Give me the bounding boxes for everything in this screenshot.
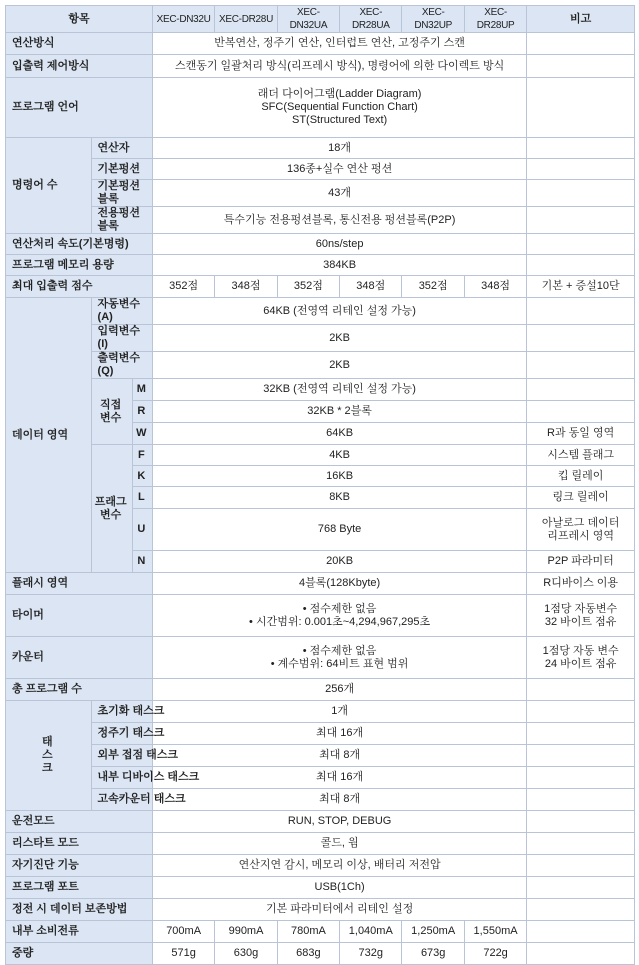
row-value: 256개 bbox=[152, 679, 526, 701]
table-row bbox=[6, 379, 635, 401]
row-value: 최대 8개 bbox=[152, 789, 526, 811]
table-row bbox=[6, 745, 635, 767]
row-value: 특수기능 전용펑션블록, 통신전용 펑션블록(P2P) bbox=[152, 207, 526, 234]
row-label: 프로그램 메모리 용량 bbox=[6, 255, 153, 276]
sub-label: 전용펑션 블록 bbox=[91, 207, 152, 234]
row-label: 플래시 영역 bbox=[6, 573, 153, 595]
model-value: 348점 bbox=[340, 276, 402, 298]
row-value: 384KB bbox=[152, 255, 526, 276]
sub-label: 내부 디바이스 태스크 bbox=[91, 767, 152, 789]
row-note: 링크 릴레이 bbox=[527, 487, 635, 509]
model-value: 352점 bbox=[152, 276, 214, 298]
sub-label: 기본펑션 블록 bbox=[91, 180, 152, 207]
header-model: XEC-DR28U bbox=[215, 6, 277, 33]
row-note bbox=[527, 325, 635, 352]
header-model: XEC-DR28UA bbox=[340, 6, 402, 33]
row-value: 768 Byte bbox=[152, 509, 526, 551]
device-label: M bbox=[132, 379, 152, 401]
row-note bbox=[527, 701, 635, 723]
sub-label: 입력변수(I) bbox=[91, 325, 152, 352]
model-value: 630g bbox=[215, 943, 277, 965]
row-value: 4블록(128Kbyte) bbox=[152, 573, 526, 595]
row-value: 64KB bbox=[152, 423, 526, 445]
row-note bbox=[527, 352, 635, 379]
sub-label: 프래그 변수 bbox=[91, 445, 132, 573]
row-note: 1점당 자동 변수 24 바이트 점유 bbox=[527, 637, 635, 679]
table-row bbox=[6, 276, 635, 298]
table-row bbox=[6, 833, 635, 855]
text-line: 래더 다이어그램(Ladder Diagram) bbox=[257, 88, 422, 100]
table-row bbox=[6, 723, 635, 745]
header-model: XEC-DN32U bbox=[152, 6, 214, 33]
table-row bbox=[6, 255, 635, 276]
row-value: 최대 8개 bbox=[152, 745, 526, 767]
row-note bbox=[527, 207, 635, 234]
text-line: SFC(Sequential Function Chart) bbox=[261, 101, 418, 113]
table-row bbox=[6, 159, 635, 180]
header-item: 항목 bbox=[6, 6, 153, 33]
row-value bbox=[152, 637, 526, 679]
row-label: 카운터 bbox=[6, 637, 153, 679]
table-row bbox=[6, 899, 635, 921]
model-value: 683g bbox=[277, 943, 339, 965]
device-label: K bbox=[132, 466, 152, 487]
row-note bbox=[527, 401, 635, 423]
model-value: 1,040mA bbox=[340, 921, 402, 943]
row-label: 연산방식 bbox=[6, 33, 153, 55]
table-row bbox=[6, 877, 635, 899]
table-row bbox=[6, 55, 635, 78]
header-model: XEC-DN32UP bbox=[402, 6, 464, 33]
row-note: 킵 릴레이 bbox=[527, 466, 635, 487]
header-model: XEC-DN32UA bbox=[277, 6, 339, 33]
row-label: 프로그램 언어 bbox=[6, 78, 153, 138]
row-value: 콜드, 웜 bbox=[152, 833, 526, 855]
spec-table bbox=[5, 5, 635, 965]
row-value: 2KB bbox=[152, 352, 526, 379]
model-value: 732g bbox=[340, 943, 402, 965]
row-label: 연산처리 속도(기본명령) bbox=[6, 234, 153, 255]
table-row bbox=[6, 207, 635, 234]
text-line: • 점수제한 없음 bbox=[302, 644, 377, 657]
header-row bbox=[6, 6, 635, 33]
row-note bbox=[527, 78, 635, 138]
row-note bbox=[527, 745, 635, 767]
row-note bbox=[527, 921, 635, 943]
sub-label: 출력변수(Q) bbox=[91, 352, 152, 379]
row-note: 기본 + 증설10단 bbox=[527, 276, 635, 298]
row-note bbox=[527, 159, 635, 180]
row-note bbox=[527, 767, 635, 789]
header-model: XEC-DR28UP bbox=[464, 6, 526, 33]
sub-label: 고속카운터 태스크 bbox=[91, 789, 152, 811]
row-value: 60ns/step bbox=[152, 234, 526, 255]
row-value: 18개 bbox=[152, 138, 526, 159]
model-value: 1,550mA bbox=[464, 921, 526, 943]
table-row bbox=[6, 234, 635, 255]
sub-label: 자동변수(A) bbox=[91, 298, 152, 325]
table-row bbox=[6, 943, 635, 965]
row-label: 최대 입출력 점수 bbox=[6, 276, 153, 298]
table-row bbox=[6, 573, 635, 595]
row-value bbox=[152, 78, 526, 138]
table-row bbox=[6, 33, 635, 55]
model-value: 780mA bbox=[277, 921, 339, 943]
row-label: 총 프로그램 수 bbox=[6, 679, 153, 701]
table-row bbox=[6, 445, 635, 466]
row-label: 명령어 수 bbox=[6, 138, 92, 234]
row-note: 1점당 자동변수 32 바이트 점유 bbox=[527, 595, 635, 637]
row-value: 136종+실수 연산 펑션 bbox=[152, 159, 526, 180]
row-note bbox=[527, 33, 635, 55]
row-note bbox=[527, 379, 635, 401]
row-value bbox=[152, 595, 526, 637]
row-label: 정전 시 데이터 보존방법 bbox=[6, 899, 153, 921]
device-label: N bbox=[132, 551, 152, 573]
row-value: 16KB bbox=[152, 466, 526, 487]
sub-label: 기본펑션 bbox=[91, 159, 152, 180]
row-label: 프로그램 포트 bbox=[6, 877, 153, 899]
row-note bbox=[527, 255, 635, 276]
row-value: 최대 16개 bbox=[152, 767, 526, 789]
model-value: 348점 bbox=[464, 276, 526, 298]
table-row bbox=[6, 811, 635, 833]
device-label: L bbox=[132, 487, 152, 509]
row-note bbox=[527, 723, 635, 745]
row-label: 운전모드 bbox=[6, 811, 153, 833]
sub-label: 외부 접점 태스크 bbox=[91, 745, 152, 767]
row-value: 연산지연 감시, 메모리 이상, 배터리 저전압 bbox=[152, 855, 526, 877]
row-note: R디바이스 이용 bbox=[527, 573, 635, 595]
model-value: 673g bbox=[402, 943, 464, 965]
row-value: 반복연산, 정주기 연산, 인터럽트 연산, 고정주기 스캔 bbox=[152, 33, 526, 55]
row-value: 32KB * 2블록 bbox=[152, 401, 526, 423]
row-note bbox=[527, 234, 635, 255]
model-value: 700mA bbox=[152, 921, 214, 943]
table-row bbox=[6, 352, 635, 379]
row-value: 최대 16개 bbox=[152, 723, 526, 745]
row-value: 2KB bbox=[152, 325, 526, 352]
table-row bbox=[6, 138, 635, 159]
header-note: 비고 bbox=[527, 6, 635, 33]
row-label: 태 스 크 bbox=[6, 701, 92, 811]
table-row bbox=[6, 701, 635, 723]
row-value: RUN, STOP, DEBUG bbox=[152, 811, 526, 833]
sub-label: 초기화 태스크 bbox=[91, 701, 152, 723]
text-line: • 시간범위: 0.001초~4,294,967,295초 bbox=[249, 615, 431, 628]
row-label: 리스타트 모드 bbox=[6, 833, 153, 855]
model-value: 571g bbox=[152, 943, 214, 965]
row-note bbox=[527, 877, 635, 899]
row-label: 자기진단 기능 bbox=[6, 855, 153, 877]
row-label: 데이터 영역 bbox=[6, 298, 92, 573]
model-value: 352점 bbox=[277, 276, 339, 298]
row-label: 내부 소비전류 bbox=[6, 921, 153, 943]
device-label: U bbox=[132, 509, 152, 551]
row-note bbox=[527, 138, 635, 159]
row-note bbox=[527, 855, 635, 877]
table-row bbox=[6, 767, 635, 789]
row-note bbox=[527, 679, 635, 701]
table-row bbox=[6, 637, 635, 679]
device-label: R bbox=[132, 401, 152, 423]
row-value: 8KB bbox=[152, 487, 526, 509]
row-note bbox=[527, 789, 635, 811]
row-note: 아날로그 데이터 리프레시 영역 bbox=[527, 509, 635, 551]
table-row bbox=[6, 325, 635, 352]
table-row bbox=[6, 298, 635, 325]
table-row bbox=[6, 855, 635, 877]
row-value: 32KB (전영역 리테인 설정 가능) bbox=[152, 379, 526, 401]
model-value: 990mA bbox=[215, 921, 277, 943]
row-value: 20KB bbox=[152, 551, 526, 573]
row-note bbox=[527, 811, 635, 833]
sub-label: 연산자 bbox=[91, 138, 152, 159]
row-value: 기본 파라미터에서 리테인 설정 bbox=[152, 899, 526, 921]
table-row bbox=[6, 595, 635, 637]
row-label: 타이머 bbox=[6, 595, 153, 637]
device-label: F bbox=[132, 445, 152, 466]
device-label: W bbox=[132, 423, 152, 445]
row-value: 43개 bbox=[152, 180, 526, 207]
row-value: 스캔동기 일괄처리 방식(리프레시 방식), 명령어에 의한 다이렉트 방식 bbox=[152, 55, 526, 78]
text-line: • 점수제한 없음 bbox=[302, 602, 377, 615]
table-row bbox=[6, 78, 635, 138]
table-row bbox=[6, 921, 635, 943]
table-row bbox=[6, 789, 635, 811]
row-note bbox=[527, 55, 635, 78]
table-row bbox=[6, 679, 635, 701]
model-value: 352점 bbox=[402, 276, 464, 298]
row-value: 64KB (전영역 리테인 설정 가능) bbox=[152, 298, 526, 325]
text-line: ST(Structured Text) bbox=[292, 114, 388, 126]
row-note bbox=[527, 833, 635, 855]
row-label: 입출력 제어방식 bbox=[6, 55, 153, 78]
table-row bbox=[6, 180, 635, 207]
row-note: P2P 파라미터 bbox=[527, 551, 635, 573]
row-value: 1개 bbox=[152, 701, 526, 723]
row-value: USB(1Ch) bbox=[152, 877, 526, 899]
row-value: 4KB bbox=[152, 445, 526, 466]
row-label: 중량 bbox=[6, 943, 153, 965]
model-value: 722g bbox=[464, 943, 526, 965]
sub-label: 정주기 태스크 bbox=[91, 723, 152, 745]
model-value: 348점 bbox=[215, 276, 277, 298]
row-note: 시스템 플래그 bbox=[527, 445, 635, 466]
row-note bbox=[527, 899, 635, 921]
row-note bbox=[527, 943, 635, 965]
row-note bbox=[527, 298, 635, 325]
row-note: R과 동일 영역 bbox=[527, 423, 635, 445]
sub-label: 직접 변수 bbox=[91, 379, 132, 445]
row-note bbox=[527, 180, 635, 207]
text-line: • 계수범위: 64비트 표현 범위 bbox=[270, 657, 409, 670]
model-value: 1,250mA bbox=[402, 921, 464, 943]
